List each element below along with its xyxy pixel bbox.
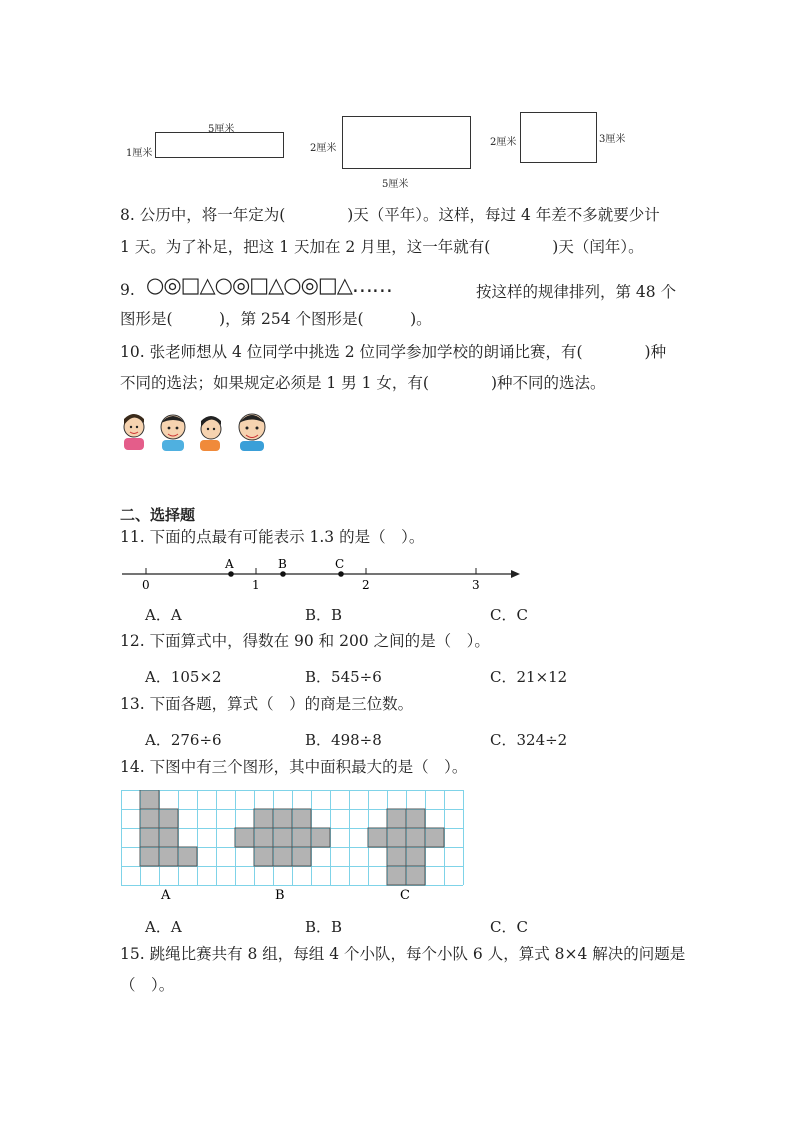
- shaded-cell: [273, 828, 292, 847]
- child-boy-1-icon: [161, 415, 185, 451]
- rectangle-3: [520, 112, 597, 163]
- number-line-arrow-icon: [511, 570, 520, 578]
- rect2-bottom-label: 5厘米: [382, 179, 409, 190]
- tick-label-3: 3: [472, 578, 480, 592]
- children-illustration: [118, 407, 276, 451]
- shaded-cell: [406, 828, 425, 847]
- q10-line2: 不同的选法；如果规定必须是 1 男 1 女，有( )种不同的选法。: [120, 374, 606, 392]
- shaded-cell: [292, 847, 311, 866]
- figure-label-A: A: [161, 888, 171, 903]
- shaded-cell: [235, 828, 254, 847]
- point-A: [228, 571, 234, 577]
- q13-option-b[interactable]: B．498÷8: [305, 731, 382, 749]
- shaded-cell: [273, 847, 292, 866]
- q12-option-b[interactable]: B．545÷6: [305, 668, 382, 686]
- q14-option-b[interactable]: B．B: [305, 918, 343, 936]
- shaded-cell: [406, 866, 425, 885]
- q9-tail: 按这样的规律排列，第 48 个: [476, 283, 677, 301]
- tick-label-2: 2: [362, 578, 370, 592]
- point-B: [280, 571, 286, 577]
- shaded-cell: [311, 828, 330, 847]
- q14-text: 14. 下图中有三个图形，其中面积最大的是（ ）。: [120, 758, 468, 776]
- shaded-cell: [140, 809, 159, 828]
- shaded-cell: [273, 809, 292, 828]
- q11-option-b[interactable]: B．B: [305, 606, 343, 624]
- rect3-left-label: 2厘米: [490, 137, 517, 148]
- q9-number: 9.: [120, 281, 135, 299]
- q15-line1: 15. 跳绳比赛共有 8 组，每组 4 个小队，每个小队 6 人，算式 8×4 解决的问题是: [120, 945, 686, 963]
- q14-option-a[interactable]: A．A: [145, 918, 182, 936]
- shaded-cell: [387, 866, 406, 885]
- rectangle-1: [155, 132, 284, 158]
- shaded-cell: [178, 847, 197, 866]
- shaded-cell: [140, 828, 159, 847]
- point-label-B: B: [278, 557, 287, 571]
- q12-option-a[interactable]: A．105×2: [145, 668, 222, 686]
- shaded-cell: [406, 847, 425, 866]
- shaded-cell: [140, 847, 159, 866]
- shaded-cell: [254, 828, 273, 847]
- q11-text: 11. 下面的点最有可能表示 1.3 的是（ ）。: [120, 528, 425, 546]
- shaded-cell: [140, 790, 159, 809]
- q12-option-c[interactable]: C．21×12: [490, 668, 568, 686]
- shaded-cell: [159, 847, 178, 866]
- q10-line1: 10. 张老师想从 4 位同学中挑选 2 位同学参加学校的朗诵比赛，有( )种: [120, 343, 667, 361]
- shaded-cell: [292, 828, 311, 847]
- q8-line1: 8. 公历中，将一年定为( )天（平年）。这样，每过 4 年差不多就要少计: [120, 206, 660, 224]
- rectangle-2: [342, 116, 471, 169]
- q13-option-c[interactable]: C．324÷2: [490, 731, 568, 749]
- rect3-right-label: 3厘米: [599, 134, 626, 145]
- q11-option-a[interactable]: A．A: [145, 606, 182, 624]
- rect1-top-label: 5厘米: [208, 124, 235, 135]
- q13-text: 13. 下面各题，算式（ ）的商是三位数。: [120, 695, 414, 713]
- area-grid-figure: [121, 790, 465, 906]
- shaded-cell: [368, 828, 387, 847]
- shaded-cell: [254, 847, 273, 866]
- q12-text: 12. 下面算式中，得数在 90 和 200 之间的是（ ）。: [120, 632, 490, 650]
- shaded-cell: [159, 809, 178, 828]
- q11-option-c[interactable]: C．C: [490, 606, 528, 624]
- section-title-choice: 二、选择题: [120, 506, 196, 524]
- shaded-cell: [387, 847, 406, 866]
- shaded-cell: [387, 809, 406, 828]
- shaded-cell: [387, 828, 406, 847]
- q14-option-c[interactable]: C．C: [490, 918, 528, 936]
- figure-label-C: C: [400, 888, 410, 903]
- shaded-cell: [159, 828, 178, 847]
- q9-shape-pattern: ○◎□△○◎□△○◎□△……: [146, 273, 392, 297]
- q15-line2: （ ）。: [120, 976, 175, 994]
- child-girl-1-icon: [124, 414, 144, 450]
- q8-line2: 1 天。为了补足，把这 1 天加在 2 月里，这一年就有( )天（闰年）。: [120, 238, 644, 256]
- point-C: [338, 571, 344, 577]
- tick-label-1: 1: [252, 578, 260, 592]
- rect2-left-label: 2厘米: [310, 143, 337, 154]
- rect1-left-label: 1厘米: [126, 148, 153, 159]
- child-girl-2-icon: [200, 416, 221, 451]
- shaded-cell: [406, 809, 425, 828]
- shaded-cell: [292, 809, 311, 828]
- child-boy-2-icon: [239, 414, 265, 451]
- q13-option-a[interactable]: A．276÷6: [145, 731, 222, 749]
- q9-line2: 图形是( )，第 254 个图形是( )。: [120, 310, 432, 328]
- point-label-A: A: [225, 557, 234, 571]
- point-label-C: C: [335, 557, 345, 571]
- shaded-cell: [254, 809, 273, 828]
- shaded-cell: [425, 828, 444, 847]
- tick-label-0: 0: [142, 578, 150, 592]
- number-line: [118, 555, 523, 593]
- figure-label-B: B: [275, 888, 285, 903]
